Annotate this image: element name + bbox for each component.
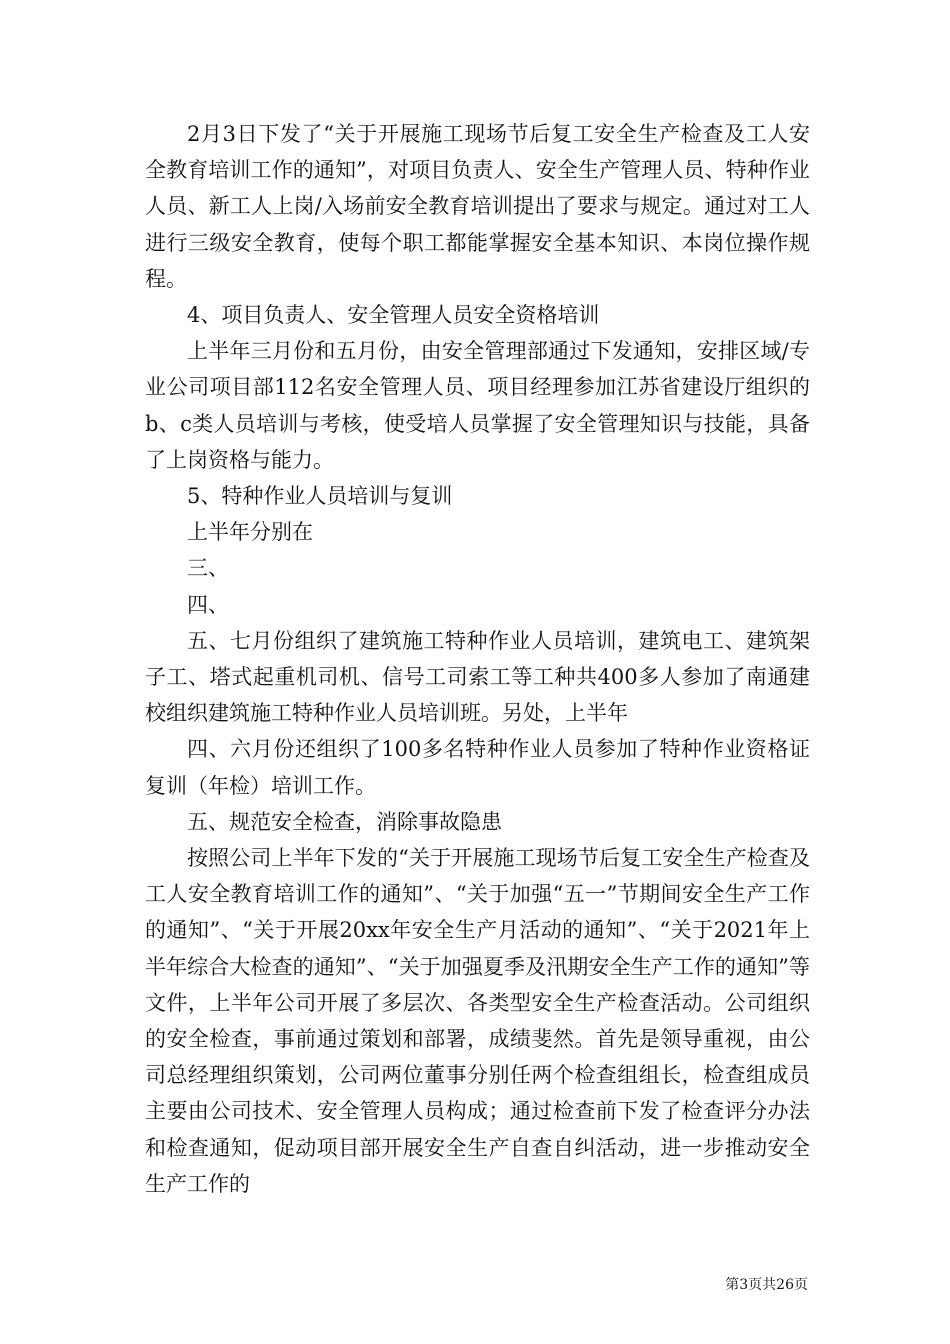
paragraph-four: 四、 [187, 592, 229, 617]
paragraph-first-day-notice: 2月3日下发了“关于开展施工现场节后复工安全生产检查及工人安全教育培训工作的通知”，对项目负责人、安全生产管理人员、特种作业人员、新工人上岗/入场前安全教育培训提出了要求与规定。通过对工人进行三级安全教育，使每个职工都能掌握安全基本知识、本岗位操作规程。 [145, 122, 810, 291]
heading-special-operations-training: 5、特种作业人员培训与复训 [187, 484, 453, 509]
page-number-footer: 第3页共26页 [725, 1277, 808, 1293]
paragraph-july-training: 五、七月份组织了建筑施工特种作业人员培训，建筑电工、建筑架子工、塔式起重机司机、信号工司索工等工种共400多人参加了南通建校组织建筑施工特种作业人员培训班。另处，上半年 [145, 628, 810, 726]
paragraph-first-half-fragment: 上半年分别在 [187, 520, 313, 545]
document-body [145, 116, 810, 1202]
heading-project-leader-training: 4、项目负责人、安全管理人员安全资格培训 [187, 303, 600, 328]
paragraph-three: 三、 [187, 556, 229, 581]
paragraph-inspection-details: 按照公司上半年下发的“关于开展施工现场节后复工安全生产检查及工人安全教育培训工作的通知”、“关于加强“五一”节期间安全生产工作的通知”、“关于开展20xx年安全生产月活动的通知”、“关于2021年上半年综合大检查的通知”、“关于加强夏季及汛期安全生产工作的通知”等文件，上半年公司开展了多层次、各类型安全生产检查活动。公司组织的安全检查，事前通过策划和部署，成绩斐然。首先是领导重视，由公司总经理组织策划，公司两位董事分别任两个检查组组长，检查组成员主要由公司技术、安全管理人员构成；通过检查前下发了检查评分办法和检查通知，促动项目部开展安全生产自查自纠活动，进一步推动安全生产工作的 [145, 846, 810, 1196]
paragraph-june-retraining: 四、六月份还组织了100多名特种作业人员参加了特种作业资格证复训（年检）培训工作。 [145, 737, 810, 798]
paragraph-safety-qualification: 上半年三月份和五月份，由安全管理部通过下发通知，安排区域/专业公司项目部112名安全管理人员、项目经理参加江苏省建设厅组织的b、c类人员培训与考核，使受培人员掌握了安全管理知识与技能，具备了上岗资格与能力。 [145, 339, 810, 472]
heading-safety-inspection: 五、规范安全检查，消除事故隐患 [187, 809, 502, 834]
